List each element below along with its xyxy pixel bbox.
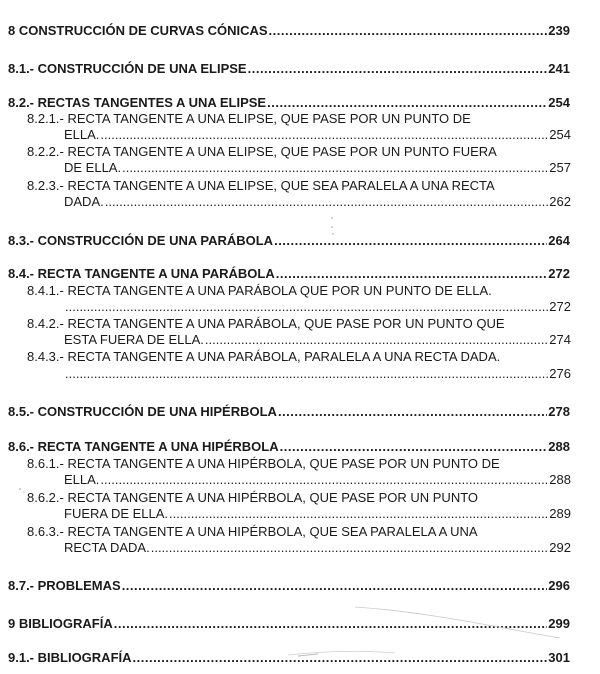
toc-entry-page: 301 <box>548 650 570 665</box>
toc-subentry-title: 8.6.1.- RECTA TANGENTE A UNA HIPÉRBOLA, QUE PASE POR UN PUNTO DE <box>27 456 500 471</box>
toc-entry[interactable] <box>8 439 570 455</box>
toc-subentry-continuation[interactable] <box>64 160 571 176</box>
toc-subentry-continuation-text: DE ELLA. <box>64 160 122 175</box>
dot-leader <box>133 650 548 666</box>
toc-subentry-title: 8.2.2.- RECTA TANGENTE A UNA ELIPSE, QUE PASE POR UN PUNTO FUERA <box>27 144 497 159</box>
toc-entry[interactable] <box>8 95 570 111</box>
toc-entry-page: 254 <box>549 127 571 142</box>
toc-entry-page: 288 <box>548 439 570 454</box>
toc-subentry-title: 8.4.3.- RECTA TANGENTE A UNA PARÁBOLA, PARALELA A UNA RECTA DADA. <box>27 349 501 364</box>
toc-subentry-continuation-text: FUERA DE ELLA. <box>64 506 169 521</box>
toc-subentry-title: 8.4.1.- RECTA TANGENTE A UNA PARÁBOLA QUE POR UN PUNTO DE ELLA. <box>27 283 492 298</box>
toc-subentry[interactable] <box>27 111 571 127</box>
toc-entry[interactable] <box>8 61 570 77</box>
toc-subentry-title: 8.2.1.- RECTA TANGENTE A UNA ELIPSE, QUE PASE POR UN PUNTO DE <box>27 111 471 126</box>
scan-speck <box>19 488 21 490</box>
toc-entry[interactable] <box>8 578 570 594</box>
toc-entry-title: 9.1.- BIBLIOGRAFÍA <box>8 650 132 665</box>
toc-entry[interactable] <box>8 616 570 632</box>
toc-entry-title: 8.7.- PROBLEMAS <box>8 578 121 593</box>
toc-entry-title: 8.3.- CONSTRUCCIÓN DE UNA PARÁBOLA <box>8 233 274 248</box>
scan-speck <box>23 491 24 492</box>
toc-subentry[interactable] <box>27 283 571 299</box>
toc-subentry-continuation[interactable] <box>64 194 571 210</box>
dot-leader <box>151 540 549 556</box>
dot-leader <box>278 404 547 420</box>
dot-leader <box>114 616 548 632</box>
dot-leader <box>65 299 548 315</box>
dot-leader <box>122 160 548 176</box>
dot-leader <box>122 578 548 594</box>
toc-entry-page: 257 <box>549 160 571 175</box>
toc-entry[interactable] <box>8 23 570 39</box>
toc-subentry[interactable] <box>27 144 571 160</box>
toc-subentry[interactable] <box>27 490 571 506</box>
scan-speck <box>331 226 333 228</box>
toc-subentry-continuation-text: RECTA DADA. <box>64 540 150 555</box>
toc-subentry[interactable] <box>27 178 571 194</box>
scan-speck <box>331 217 333 219</box>
toc-entry-page: 239 <box>548 23 570 38</box>
toc-subentry[interactable] <box>27 349 571 365</box>
dot-leader <box>169 506 548 522</box>
toc-entry-page: 278 <box>548 404 570 419</box>
toc-entry-page: 288 <box>549 472 571 487</box>
toc-entry-page: 264 <box>548 233 570 248</box>
toc-subentry[interactable] <box>27 524 571 540</box>
toc-entry-page: 262 <box>549 194 571 209</box>
toc-subentry-title: 8.6.2.- RECTA TANGENTE A UNA HIPÉRBOLA, QUE PASE POR UN PUNTO <box>27 490 479 505</box>
toc-entry[interactable] <box>8 233 570 249</box>
dot-leader <box>280 439 548 455</box>
toc-entry-title: 8.2.- RECTAS TANGENTES A UNA ELIPSE <box>8 95 267 110</box>
dot-leader <box>65 366 548 382</box>
toc-entry-page: 272 <box>549 299 571 314</box>
toc-entry-page: 254 <box>548 95 570 110</box>
toc-entry-title: 8.1.- CONSTRUCCIÓN DE UNA ELIPSE <box>8 61 247 76</box>
toc-subentry-continuation-text: DADA. <box>64 194 104 209</box>
toc-subentry-continuation-text: ELLA. <box>64 472 100 487</box>
toc-entry-page: 296 <box>548 578 570 593</box>
toc-entry[interactable] <box>8 266 570 282</box>
toc-subentry-title: 8.2.3.- RECTA TANGENTE A UNA ELIPSE, QUE SEA PARALELA A UNA RECTA <box>27 178 495 193</box>
toc-subentry-continuation-text: ESTA FUERA DE ELLA. <box>64 332 204 347</box>
dot-leader <box>274 233 547 249</box>
toc-entry-page: 241 <box>548 61 570 76</box>
toc-subentry-continuation-text: ELLA. <box>64 127 100 142</box>
toc-entry-title: 8.5.- CONSTRUCCIÓN DE UNA HIPÉRBOLA <box>8 404 277 419</box>
toc-subentry-continuation[interactable] <box>64 299 571 315</box>
dot-leader <box>205 332 548 348</box>
toc-entry-page: 276 <box>549 366 571 381</box>
dot-leader <box>105 194 549 210</box>
toc-subentry-continuation[interactable] <box>64 472 571 488</box>
dot-leader <box>269 23 548 39</box>
toc-entry-title: 8 CONSTRUCCIÓN DE CURVAS CÓNICAS <box>8 23 268 38</box>
toc-entry[interactable] <box>8 404 570 420</box>
toc-subentry[interactable] <box>27 456 571 472</box>
dot-leader <box>100 472 548 488</box>
toc-entry-title: 8.4.- RECTA TANGENTE A UNA PARÁBOLA <box>8 266 275 281</box>
toc-subentry-continuation[interactable] <box>64 506 571 522</box>
dot-leader <box>276 266 548 282</box>
toc-entry-page: 292 <box>549 540 571 555</box>
toc-entry-title: 9 BIBLIOGRAFÍA <box>8 616 113 631</box>
toc-subentry-continuation[interactable] <box>64 332 571 348</box>
toc-entry-page: 274 <box>549 332 571 347</box>
toc-subentry-continuation[interactable] <box>64 127 571 143</box>
toc-subentry-title: 8.6.3.- RECTA TANGENTE A UNA HIPÉRBOLA, QUE SEA PARALELA A UNA <box>27 524 478 539</box>
toc-entry-page: 289 <box>549 506 571 521</box>
toc-subentry[interactable] <box>27 316 571 332</box>
toc-subentry-title: 8.4.2.- RECTA TANGENTE A UNA PARÁBOLA, QUE PASE POR UN PUNTO QUE <box>27 316 505 331</box>
toc-entry-page: 299 <box>548 616 570 631</box>
toc-subentry-continuation[interactable] <box>64 366 571 382</box>
dot-leader <box>100 127 548 143</box>
toc-entry[interactable] <box>8 650 570 666</box>
toc-subentry-continuation[interactable] <box>64 540 571 556</box>
toc-entry-page: 272 <box>548 266 570 281</box>
toc-entry-title: 8.6.- RECTA TANGENTE A UNA HIPÉRBOLA <box>8 439 279 454</box>
dot-leader <box>267 95 547 111</box>
dot-leader <box>248 61 548 77</box>
